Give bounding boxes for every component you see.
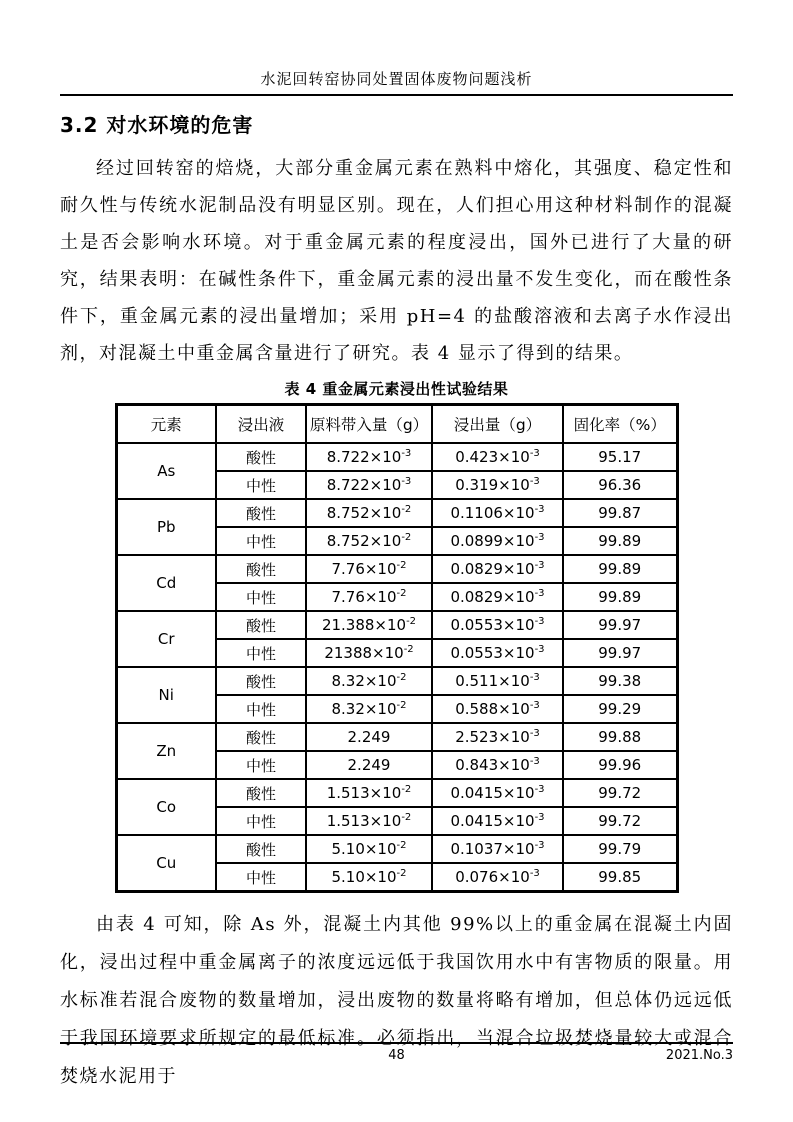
header-element: 元素 (116, 405, 216, 444)
cell-solidification-rate: 99.85 (563, 863, 677, 892)
paragraph-2: 由表 4 可知，除 As 外，混凝土内其他 99%以上的重金属在混凝土内固化，浸出过程中重金属离子的浓度远远低于我国饮用水中有害物质的限量。用水标准若混合废物的数量增加，浸出废物的数量将略有增加，但总体仍远远低于我国环境要求所规定的最低标准。必须指出，当混合垃圾焚烧量较大或混合焚烧水泥用于 (60, 914, 733, 1087)
cell-input-amount: $5.10\times 10^{-2}$ (306, 835, 432, 863)
cell-leach-amount: $0.0415\times 10^{-3}$ (432, 779, 563, 807)
cell-element: As (116, 443, 216, 499)
cell-input-amount: $8.32\times 10^{-2}$ (306, 667, 432, 695)
cell-leach-amount: $0.0829\times 10^{-3}$ (432, 583, 563, 611)
cell-input-amount: $1.513\times 10^{-2}$ (306, 807, 432, 835)
header-leach-amount: 浸出量（g） (432, 405, 563, 444)
header-input-amount: 原料带入量（g） (306, 405, 432, 444)
cell-leach-amount: $0.423\times 10^{-3}$ (432, 443, 563, 471)
cell-solidification-rate: 99.87 (563, 499, 677, 527)
cell-leachate: 酸性 (216, 443, 306, 471)
cell-element: Cr (116, 611, 216, 667)
cell-leachate: 酸性 (216, 779, 306, 807)
cell-element: Ni (116, 667, 216, 723)
results-table (115, 403, 679, 893)
header-rule (60, 94, 733, 96)
cell-solidification-rate: 99.96 (563, 751, 677, 779)
cell-input-amount: $21388\times 10^{-2}$ (306, 639, 432, 667)
cell-solidification-rate: 99.79 (563, 835, 677, 863)
running-head: 水泥回转窑协同处置固体废物问题浅析 (260, 70, 533, 88)
cell-solidification-rate: 99.97 (563, 611, 677, 639)
cell-leach-amount: $0.0829\times 10^{-3}$ (432, 555, 563, 583)
cell-leach-amount: $0.511\times 10^{-3}$ (432, 667, 563, 695)
cell-leachate: 中性 (216, 695, 306, 723)
cell-solidification-rate: 99.72 (563, 779, 677, 807)
table-caption: 表 4 重金属元素浸出性试验结果 (284, 380, 509, 398)
cell-leach-amount: $0.319\times 10^{-3}$ (432, 471, 563, 499)
cell-leachate: 酸性 (216, 555, 306, 583)
table-row (116, 835, 677, 863)
table-row (116, 667, 677, 695)
cell-solidification-rate: 99.88 (563, 723, 677, 751)
cell-input-amount: $8.752\times 10^{-2}$ (306, 527, 432, 555)
cell-leach-amount: $0.0899\times 10^{-3}$ (432, 527, 563, 555)
table-row (116, 499, 677, 527)
cell-input-amount: $8.32\times 10^{-2}$ (306, 695, 432, 723)
cell-input-amount: $5.10\times 10^{-2}$ (306, 863, 432, 892)
cell-leachate: 中性 (216, 527, 306, 555)
paragraph-1: 经过回转窑的焙烧，大部分重金属元素在熟料中熔化，其强度、稳定性和耐久性与传统水泥制品没有明显区别。现在，人们担心用这种材料制作的混凝土是否会影响水环境。对于重金属元素的程度浸出，国外已进行了大量的研究，结果表明：在碱性条件下，重金属元素的浸出量不发生变化，而在酸性条件下，重金属元素的浸出量增加；采用 pH=4 的盐酸溶液和去离子水作浸出剂，对混凝土中重金属含量进行了研究。表 4 显示了得到的结果。 (60, 158, 733, 364)
cell-input-amount: $8.722\times 10^{-3}$ (306, 443, 432, 471)
cell-element: Cu (116, 835, 216, 892)
header-leachate: 浸出液 (216, 405, 306, 444)
cell-input-amount: $8.722\times 10^{-3}$ (306, 471, 432, 499)
cell-leach-amount: $0.843\times 10^{-3}$ (432, 751, 563, 779)
table-header-row (116, 405, 677, 444)
cell-input-amount: $7.76\times 10^{-2}$ (306, 583, 432, 611)
table-row (116, 555, 677, 583)
cell-input-amount: $7.76\times 10^{-2}$ (306, 555, 432, 583)
header-solidification-rate: 固化率（%） (563, 405, 677, 444)
issue-number: 2021.No.3 (665, 1048, 733, 1063)
cell-solidification-rate: 99.89 (563, 555, 677, 583)
cell-solidification-rate: 99.97 (563, 639, 677, 667)
cell-leachate: 中性 (216, 583, 306, 611)
cell-leachate: 酸性 (216, 723, 306, 751)
cell-element: Pb (116, 499, 216, 555)
footer-rule (60, 1042, 733, 1044)
cell-leachate: 中性 (216, 751, 306, 779)
cell-solidification-rate: 99.89 (563, 527, 677, 555)
cell-leachate: 中性 (216, 471, 306, 499)
cell-solidification-rate: 99.29 (563, 695, 677, 723)
cell-leachate: 中性 (216, 807, 306, 835)
cell-input-amount: $8.752\times 10^{-2}$ (306, 499, 432, 527)
page-number: 48 (388, 1048, 405, 1063)
cell-leachate: 酸性 (216, 667, 306, 695)
cell-solidification-rate: 96.36 (563, 471, 677, 499)
page-footer (60, 1048, 733, 1066)
cell-leach-amount: $0.0553\times 10^{-3}$ (432, 611, 563, 639)
cell-leachate: 中性 (216, 639, 306, 667)
table-row (116, 443, 677, 471)
cell-element: Zn (116, 723, 216, 779)
cell-leach-amount: $0.076\times 10^{-3}$ (432, 863, 563, 892)
cell-leach-amount: $0.588\times 10^{-3}$ (432, 695, 563, 723)
cell-input-amount: 2.249 (306, 723, 432, 751)
cell-input-amount: $1.513\times 10^{-2}$ (306, 779, 432, 807)
cell-leachate: 中性 (216, 863, 306, 892)
table-row (116, 723, 677, 751)
cell-leach-amount: $0.1037\times 10^{-3}$ (432, 835, 563, 863)
cell-solidification-rate: 95.17 (563, 443, 677, 471)
cell-input-amount: $21.388\times 10^{-2}$ (306, 611, 432, 639)
cell-solidification-rate: 99.89 (563, 583, 677, 611)
table-row (116, 779, 677, 807)
cell-leachate: 酸性 (216, 611, 306, 639)
cell-leachate: 酸性 (216, 499, 306, 527)
table-row (116, 611, 677, 639)
cell-leach-amount: $0.0415\times 10^{-3}$ (432, 807, 563, 835)
cell-solidification-rate: 99.72 (563, 807, 677, 835)
cell-leach-amount: $2.523\times 10^{-3}$ (432, 723, 563, 751)
section-heading: 3.2 对水环境的危害 (60, 113, 254, 137)
cell-element: Co (116, 779, 216, 835)
cell-element: Cd (116, 555, 216, 611)
cell-input-amount: 2.249 (306, 751, 432, 779)
cell-leach-amount: $0.1106\times 10^{-3}$ (432, 499, 563, 527)
cell-leach-amount: $0.0553\times 10^{-3}$ (432, 639, 563, 667)
cell-solidification-rate: 99.38 (563, 667, 677, 695)
cell-leachate: 酸性 (216, 835, 306, 863)
